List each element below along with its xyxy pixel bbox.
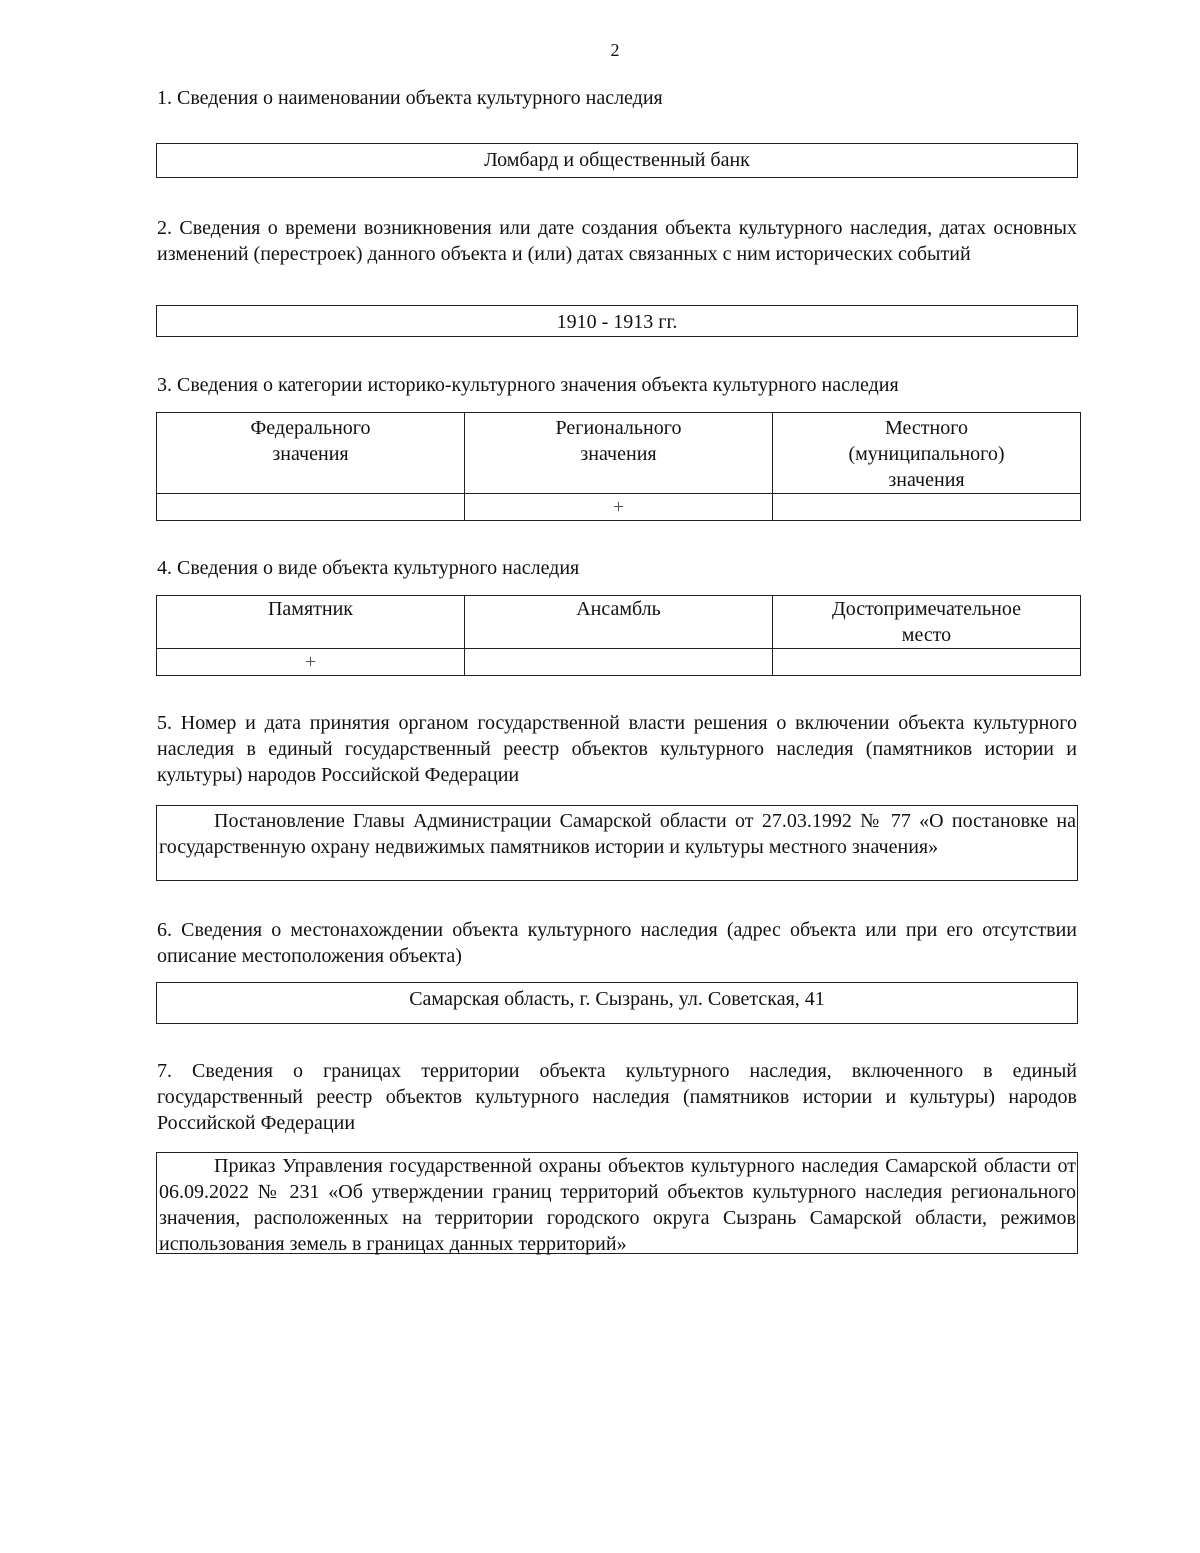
territory-order-box <box>156 1152 1078 1254</box>
type-table <box>156 595 1081 676</box>
category-local-mark <box>773 494 1081 521</box>
territory-order: Приказ Управления государственной охраны объектов культурного наследия Самарской области от 06.09.2022 № 231 «Об утверждении границ территорий объектов культурного наследия регионального значения, расположенных на территории городского округа Сызрань Самарской области, режимов использования земель в границах данных территорий» <box>159 1155 1076 1255</box>
registry-decision: Постановление Главы Администрации Самарской области от 27.03.1992 № 77 «О постановке на государственную охрану недвижимых памятников истории и культуры местного значения» <box>159 810 1076 858</box>
registry-decision-box <box>156 805 1078 881</box>
category-regional: Регионального значения <box>465 413 773 494</box>
section-3-heading: 3. Сведения о категории историко-культурного значения объекта культурного наследия <box>157 374 899 396</box>
type-ensemble: Ансамбль <box>465 596 773 649</box>
section-1-heading: 1. Сведения о наименовании объекта культурного наследия <box>157 87 663 109</box>
type-ensemble-mark <box>465 649 773 676</box>
section-2-heading: 2. Сведения о времени возникновения или дате создания объекта культурного наследия, датах основных изменений (перестроек) данного объекта и (или) датах связанных с ним исторических событий <box>157 217 1077 265</box>
category-federal: Федерального значения <box>157 413 465 494</box>
section-6-heading: 6. Сведения о местонахождении объекта культурного наследия (адрес объекта или при его отсутствии описание местоположения объекта) <box>157 919 1077 967</box>
type-monument-mark: + <box>157 649 465 676</box>
object-name: Ломбард и общественный банк <box>484 149 750 171</box>
category-regional-mark: + <box>465 494 773 521</box>
creation-date: 1910 - 1913 гг. <box>556 311 678 333</box>
type-landmark-mark <box>773 649 1081 676</box>
section-4-heading: 4. Сведения о виде объекта культурного наследия <box>157 557 580 579</box>
creation-date-box <box>156 305 1078 337</box>
type-landmark: Достопримечательное место <box>773 596 1081 649</box>
address-box <box>156 982 1078 1024</box>
object-name-box <box>156 143 1078 178</box>
page-number: 2 <box>610 40 620 60</box>
section-7-heading: 7. Сведения о границах территории объекта культурного наследия, включенного в единый государственный реестр объектов культурного наследия (памятников истории и культуры) народов Российской Федерации <box>157 1060 1077 1134</box>
category-table <box>156 412 1081 521</box>
address: Самарская область, г. Сызрань, ул. Советская, 41 <box>409 988 825 1010</box>
type-monument: Памятник <box>157 596 465 649</box>
section-5-heading: 5. Номер и дата принятия органом государственной власти решения о включении объекта культурного наследия в единый государственный реестр объектов культурного наследия (памятников истории и культуры) народов Российской Федерации <box>157 712 1077 786</box>
category-local: Местного (муниципального) значения <box>773 413 1081 494</box>
category-federal-mark <box>157 494 465 521</box>
